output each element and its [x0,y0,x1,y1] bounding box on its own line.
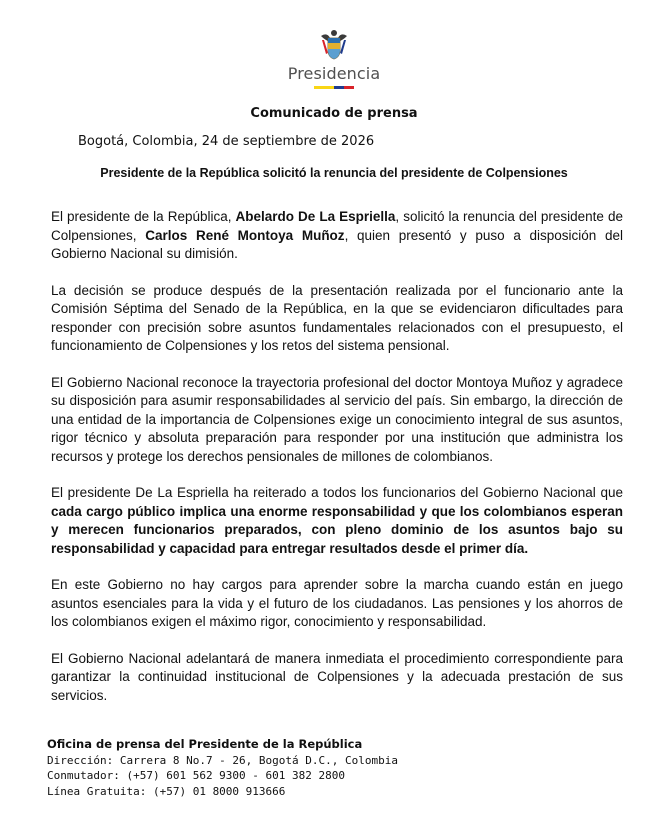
official-name: Carlos René Montoya Muñoz [145,227,345,243]
paragraph-6: El Gobierno Nacional adelantará de manera inmediata el procedimiento correspondiente para garantizar la continuidad institucional de Colpensiones y la adecuada prestación de sus servicios. [51,650,623,703]
footer-address: Dirección: Carrera 8 No.7 - 26, Bogotá D.C., Colombia [47,753,398,767]
paragraph-1 [51,208,623,264]
flag-stripe-yellow-2 [324,86,334,89]
colombia-coat-of-arms-icon [317,28,351,62]
p4-text-a: El presidente De La Espriella ha reiterado a todos los funcionarios del Gobierno Nacional que [51,485,623,500]
president-name: Abelardo De La Espriella [235,209,396,224]
page-header [0,28,668,89]
flag-stripe-yellow [314,86,324,89]
paragraph-3: El Gobierno Nacional reconoce la trayectoria profesional del doctor Montoya Muñoz y agradece su disposición para asumir responsabilidades al servicio del país. Sin embargo, la dirección de una entidad de la importancia de Colpensiones exige un conocimiento integral de sus asuntos, rigor técnico y absoluta preparación para responder por una institución que administra los recursos y protege los derechos pensionales de millones de colombianos. [51,374,623,464]
p1-text-c: , solicitó la renuncia del presidente de Colpensiones, [51,209,623,243]
p4-bold-statement: cada cargo público implica una enorme responsabilidad y que los colombianos esperan y merecen funcionarios preparados, con pleno dominio de los asuntos bajo su responsabilidad y capacidad para entregar resultados desde el primer día. [51,503,623,556]
p1-text-e: , quien presentó y puso a disposición del Gobierno Nacional su dimisión. [51,227,623,261]
paragraph-2: La decisión se produce después de la presentación realizada por el funcionario ante la Comisión Séptima del Senado de la República, en la que se evidenciaron dificultades para responder con precisión sobre asuntos fundamentales relacionados con el presupuesto, el funcionamiento de Colpensiones y los retos del sistema pensional. [51,282,623,353]
footer-toll-free: Línea Gratuita: (+57) 01 8000 913666 [47,784,286,798]
p1-text-a: El presidente de la República, [51,209,236,224]
contact-footer [47,737,398,799]
document-title: Comunicado de prensa [250,106,418,121]
footer-office: Oficina de prensa del Presidente de la República [47,737,363,751]
flag-stripe [314,86,354,89]
flag-stripe-blue [334,86,344,89]
flag-stripe-red [344,86,354,89]
paragraph-4 [51,484,623,558]
press-body [51,208,623,723]
paragraph-5: En este Gobierno no hay cargos para aprender sobre la marcha cuando están en juego asuntos esenciales para la vida y el futuro de los ciudadanos. Las pensiones y los ahorros de los colombianos exigen el máximo rigor, conocimiento y responsabilidad. [51,577,623,629]
press-headline: Presidente de la República solicitó la renuncia del presidente de Colpensiones [100,166,568,180]
brand-name: Presidencia [287,64,381,83]
dateline: Bogotá, Colombia, 24 de septiembre de 2026 [78,134,375,149]
footer-switchboard: Conmutador: (+57) 601 562 9300 - 601 382 2800 [47,769,346,782]
